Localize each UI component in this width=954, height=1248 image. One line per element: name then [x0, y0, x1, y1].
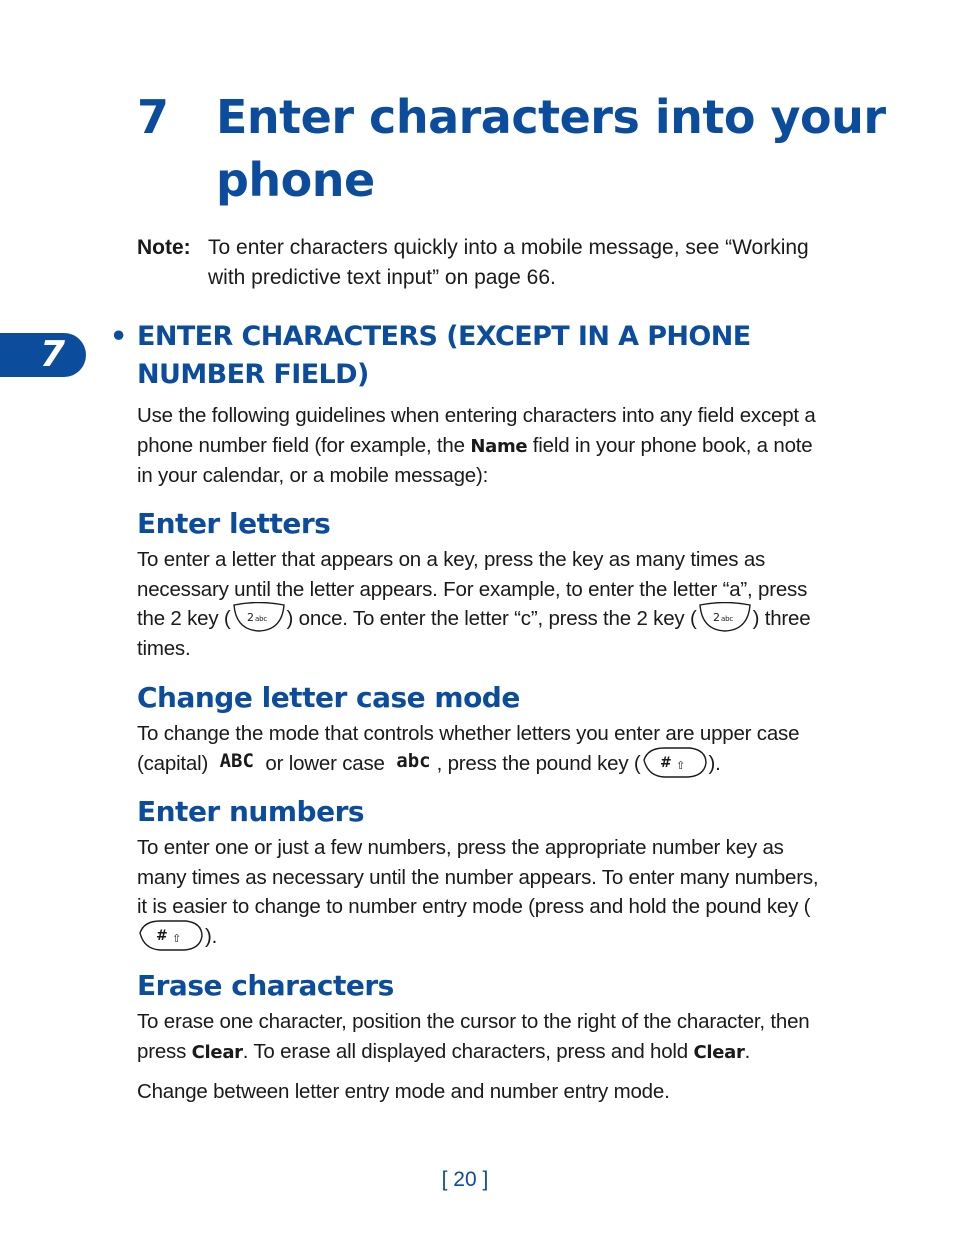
- clear-term: Clear: [191, 1041, 243, 1063]
- pound-key-icon: [642, 746, 708, 776]
- svg-text:2: 2: [712, 610, 720, 624]
- enter-numbers-heading: Enter numbers: [137, 795, 365, 828]
- svg-text:⇧: ⇧: [675, 759, 685, 773]
- name-field-term: Name: [470, 435, 528, 457]
- svg-text:⇧: ⇧: [172, 932, 182, 946]
- svg-text:abc: abc: [254, 614, 267, 623]
- svg-text:2: 2: [246, 610, 254, 624]
- chapter-tab: [0, 333, 86, 377]
- two-key-icon: [698, 602, 752, 632]
- section-heading: [110, 318, 830, 394]
- section-intro: Use the following guidelines when entering characters into any field except a phone number field (for example, the Name field in your phone book, a note in your calendar, or a mobile message):: [137, 404, 816, 487]
- change-case-heading: Change letter case mode: [137, 681, 520, 714]
- change-case-text: To change the mode that controls whether letters you enter are upper case (capital) ABC or lower case abc , press the pound key ( # ⇧ ).: [137, 719, 832, 778]
- final-paragraph: Change between letter entry mode and number entry mode.: [137, 1080, 670, 1103]
- uppercase-mode-icon: ABC: [219, 750, 254, 773]
- chapter-tab-number: 7: [40, 334, 66, 375]
- svg-text:abc: abc: [720, 614, 733, 623]
- enter-numbers-text: To enter one or just a few numbers, press the appropriate number key as many times as necessary until the number appears. To enter many numbers, it is easier to change to number entry mode (press and hold the pound key ( # ⇧ ).: [137, 833, 832, 951]
- chapter-title: [137, 86, 897, 212]
- note-text: To enter characters quickly into a mobile message, see “Working with predictive text input” on page 66.: [208, 236, 809, 289]
- svg-text:#: #: [156, 928, 168, 945]
- chapter-title-text: Enter characters into your phone: [216, 90, 886, 207]
- chapter-number: 7: [137, 90, 169, 144]
- section-heading-text: ENTER CHARACTERS (EXCEPT IN A PHONE NUMBER FIELD): [137, 321, 751, 390]
- erase-heading: Erase characters: [137, 969, 394, 1002]
- lowercase-mode-icon: abc: [396, 750, 431, 773]
- page-number: [ 20 ]: [441, 1168, 489, 1191]
- note: [137, 233, 837, 293]
- svg-text:#: #: [659, 755, 672, 772]
- erase-text: To erase one character, position the cursor to the right of the character, then press Clear. To erase all displayed characters, press and hold Clear.: [137, 1010, 810, 1063]
- pound-key-icon: [138, 919, 204, 949]
- enter-letters-text: To enter a letter that appears on a key, press the key as many times as necessary until the letter appears. For example, to enter the letter “a”, press the 2 key ( 2 abc ) once. To enter the letter “c”, press the 2 key ( 2 abc ) three times.: [137, 548, 811, 660]
- note-label: Note:: [137, 236, 191, 259]
- enter-letters-heading: Enter letters: [137, 507, 331, 540]
- clear-term: Clear: [693, 1041, 745, 1063]
- two-key-icon: [232, 602, 286, 632]
- bullet-icon: •: [110, 321, 127, 352]
